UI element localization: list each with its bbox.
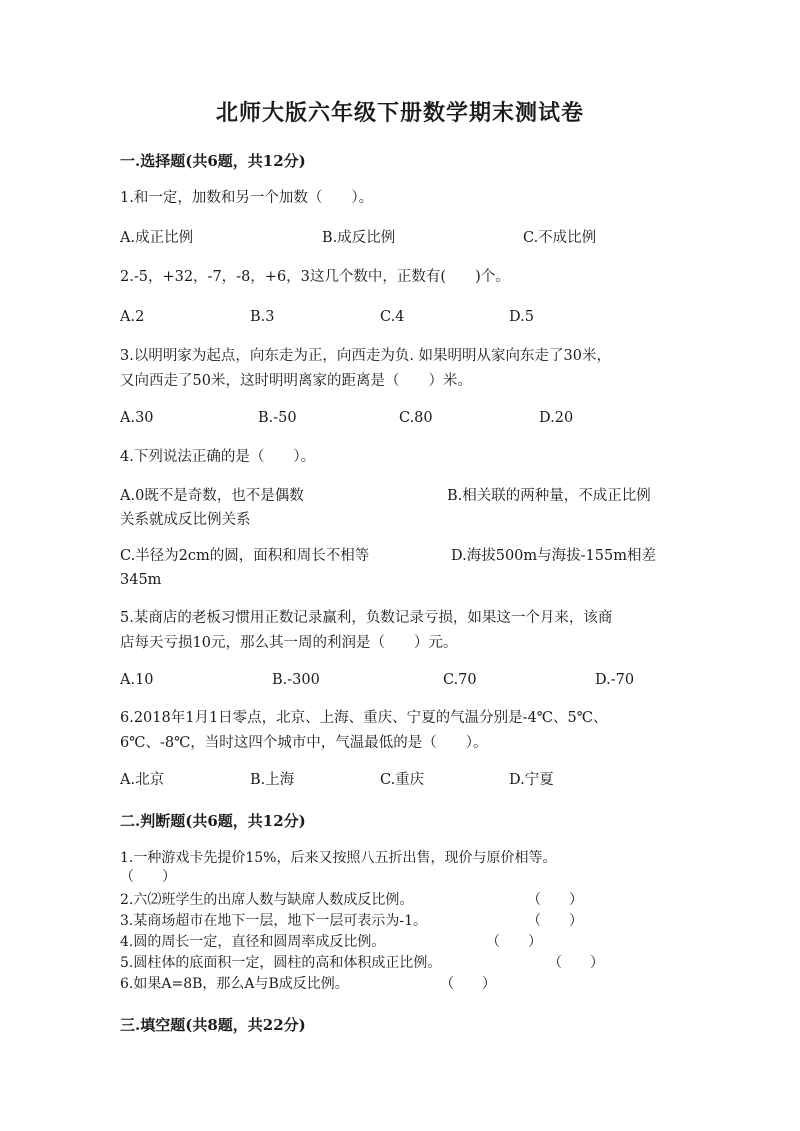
- choice-option: B.成反比例: [322, 230, 396, 246]
- answer-paren: （ ）: [440, 976, 496, 992]
- judge-statement-5: 5.圆柱体的底面积一定，圆柱的高和体积成正比例。: [120, 955, 442, 971]
- choice-option: C.重庆: [380, 772, 425, 788]
- judge-statement-6: 6.如果A=8B，那么A与B成反比例。: [120, 976, 349, 992]
- choice-option: D.-70: [595, 672, 635, 688]
- choice-question-6-line-1: 6.2018年1月1日零点，北京、上海、重庆、宁夏的气温分别是-4℃、5℃、: [120, 710, 608, 726]
- choice-option: C.4: [380, 309, 405, 325]
- choice-question-6-line-2: 6℃、-8℃，当时这四个城市中，气温最低的是（ ）。: [120, 735, 488, 751]
- choice-option: A.北京: [120, 772, 165, 788]
- choice-option: B.上海: [250, 772, 295, 788]
- choice-question-2: 2.-5，+32，-7，-8，+6，3这几个数中，正数有( )个。: [120, 269, 510, 285]
- answer-paren: （ ）: [548, 955, 604, 971]
- section-heading-fill: 三.填空题(共8题，共22分): [120, 1016, 306, 1034]
- choice-question-5-line-2: 店每天亏损10元，那么其一周的利润是（ ）元。: [120, 635, 458, 651]
- choice-option: C.80: [399, 410, 433, 426]
- answer-paren: （ ）: [527, 892, 583, 908]
- choice-question-4: 4.下列说法正确的是（ ）。: [120, 449, 316, 465]
- choice-option-continuation: 关系就成反比例关系: [120, 512, 251, 528]
- judge-statement-3: 3.某商场超市在地下一层，地下一层可表示为-1。: [120, 913, 427, 929]
- choice-option: B.3: [250, 309, 275, 325]
- judge-statement-2: 2.六⑵班学生的出席人数与缺席人数成反比例。: [120, 892, 414, 908]
- choice-option: C.70: [443, 672, 477, 688]
- choice-option: C.不成比例: [523, 230, 597, 246]
- choice-option: A.30: [120, 410, 154, 426]
- judge-statement-4: 4.圆的周长一定，直径和圆周率成反比例。: [120, 934, 386, 950]
- choice-question-5-line-1: 5.某商店的老板习惯用正数记录赢利，负数记录亏损，如果这一个月来，该商: [120, 610, 613, 626]
- choice-option: C.半径为2cm的圆，面积和周长不相等: [120, 548, 370, 564]
- section-heading-choice: 一.选择题(共6题，共12分): [120, 152, 306, 170]
- choice-question-1: 1.和一定，加数和另一个加数（ ）。: [120, 190, 374, 206]
- choice-option: D.海拔500m与海拔-155m相差: [451, 548, 656, 564]
- choice-option-continuation: 345m: [120, 572, 162, 588]
- choice-option: D.5: [509, 309, 534, 325]
- choice-option: B.相关联的两种量，不成正比例: [447, 488, 651, 504]
- choice-option: A.2: [120, 309, 145, 325]
- page-title: 北师大版六年级下册数学期末测试卷: [215, 100, 584, 126]
- section-heading-judge: 二.判断题(共6题，共12分): [120, 812, 306, 830]
- choice-option: B.-50: [258, 410, 297, 426]
- answer-paren: （ ）: [486, 934, 542, 950]
- choice-option: B.-300: [272, 672, 320, 688]
- choice-option: A.0既不是奇数，也不是偶数: [120, 488, 304, 504]
- choice-option: D.20: [539, 410, 574, 426]
- answer-paren: （ ）: [527, 913, 583, 929]
- choice-option: A.成正比例: [120, 230, 194, 246]
- choice-question-3-line-2: 又向西走了50米，这时明明离家的距离是（ ）米。: [120, 373, 472, 389]
- choice-question-3-line-1: 3.以明明家为起点，向东走为正，向西走为负. 如果明明从家向东走了30米，: [120, 348, 612, 364]
- choice-option: A.10: [120, 672, 154, 688]
- answer-paren: （ ）: [120, 869, 176, 885]
- choice-option: D.宁夏: [509, 772, 554, 788]
- judge-statement-1: 1.一种游戏卡先提价15%，后来又按照八五折出售，现价与原价相等。: [120, 850, 557, 866]
